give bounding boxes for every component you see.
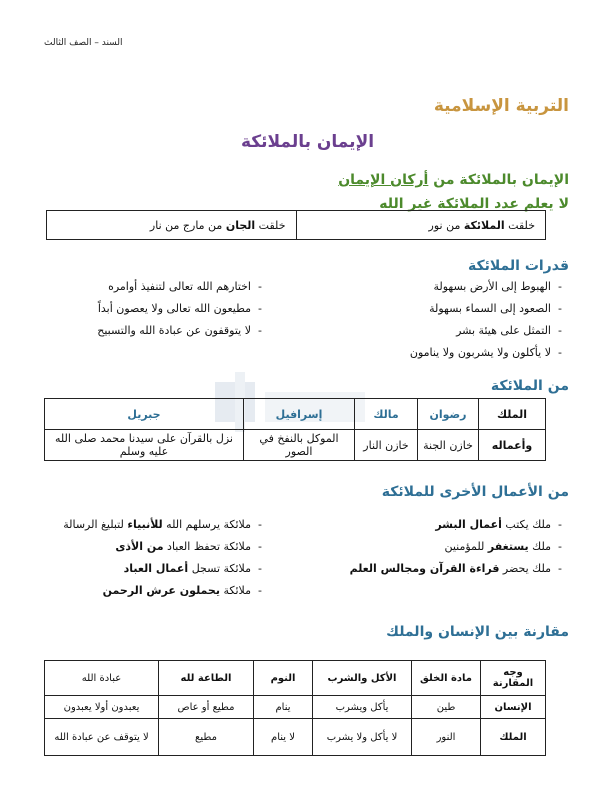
lesson-title: الإيمان بالملائكة bbox=[240, 132, 375, 152]
row-label: الملك bbox=[481, 719, 546, 756]
table-cell: لا يتوقف عن عبادة الله bbox=[45, 719, 159, 756]
table-cell: النور bbox=[412, 719, 481, 756]
angel-name: إسرافيل bbox=[244, 399, 355, 430]
other-works-right-list bbox=[350, 514, 569, 580]
angel-work: خازن النار bbox=[355, 430, 418, 461]
pillar-prefix: الإيمان بالملائكة من bbox=[428, 172, 569, 188]
header-note: السند – الصف الثالث bbox=[44, 38, 123, 48]
list-item: -ملك يحضر قراءة القرآن ومجالس العلم bbox=[349, 562, 562, 575]
table-row bbox=[45, 696, 546, 719]
list-item: -ملك يكتب أعمال البشر bbox=[435, 518, 562, 531]
comparison-title: مقارنة بين الإنسان والملك bbox=[386, 624, 569, 640]
table-cell: طين bbox=[412, 696, 481, 719]
angel-work: خازن الجنة bbox=[418, 430, 479, 461]
angel-name: رضوان bbox=[418, 399, 479, 430]
table-cell: يعبدون أولا يعبدون bbox=[45, 696, 159, 719]
pillar-statement bbox=[338, 172, 569, 188]
table-cell: لا يأكل ولا يشرب bbox=[313, 719, 412, 756]
column-header: النوم bbox=[254, 661, 313, 696]
count-note: لا يعلم عدد الملائكة غير الله bbox=[379, 196, 569, 212]
head-label: الملك bbox=[479, 399, 546, 430]
table-cell: مطيع bbox=[159, 719, 254, 756]
angels-table bbox=[44, 398, 546, 461]
list-item: -لا يأكلون ولا يشربون ولا ينامون bbox=[409, 346, 562, 359]
subject-title: التربية الإسلامية bbox=[433, 96, 569, 116]
creation-jinn: خلقت الجان من مارج من نار bbox=[47, 211, 297, 240]
abilities-title: قدرات الملائكة bbox=[467, 258, 569, 274]
list-item: -الصعود إلى السماء بسهولة bbox=[429, 302, 562, 315]
list-item: -ملائكة يحملون عرش الرحمن bbox=[102, 584, 262, 597]
creation-angels: خلقت الملائكة من نور bbox=[296, 211, 546, 240]
angel-work: الموكل بالنفخ في الصور bbox=[244, 430, 355, 461]
angel-name: مالك bbox=[355, 399, 418, 430]
list-item: -ملك يستغفر للمؤمنين bbox=[444, 540, 562, 553]
work-label: وأعماله bbox=[479, 430, 546, 461]
column-header: عبادة الله bbox=[45, 661, 159, 696]
abilities-right-list bbox=[410, 276, 569, 364]
table-row bbox=[45, 719, 546, 756]
angels-table-title: من الملائكة bbox=[490, 378, 569, 394]
column-header: مادة الخلق bbox=[412, 661, 481, 696]
table-row bbox=[45, 399, 546, 430]
column-header: الأكل والشرب bbox=[313, 661, 412, 696]
row-label: الإنسان bbox=[481, 696, 546, 719]
abilities-left-list bbox=[97, 276, 269, 342]
creation-table bbox=[46, 210, 546, 240]
list-item: -ملائكة يرسلهم الله للأنبياء لتبليغ الرسالة bbox=[63, 518, 262, 531]
column-header: وجه المقارنة bbox=[481, 661, 546, 696]
list-item: -ملائكة تسجل أعمال العباد bbox=[123, 562, 262, 575]
angel-name: جبريل bbox=[45, 399, 244, 430]
pillar-underlined: أركان الإيمان bbox=[338, 172, 429, 188]
list-item: -مطيعون الله تعالى ولا يعصون أبداً bbox=[97, 302, 262, 315]
list-item: -الهبوط إلى الأرض بسهولة bbox=[433, 280, 562, 293]
table-cell: ينام bbox=[254, 696, 313, 719]
angel-work: نزل بالقرآن على سيدنا محمد صلى الله عليه وسلم bbox=[45, 430, 244, 461]
table-cell: مطيع أو عاص bbox=[159, 696, 254, 719]
table-row bbox=[45, 430, 546, 461]
list-item: -التمثل على هيئة بشر bbox=[456, 324, 562, 337]
table-cell: لا ينام bbox=[254, 719, 313, 756]
column-header: الطاعة لله bbox=[159, 661, 254, 696]
other-works-title: من الأعمال الأخرى للملائكة bbox=[381, 484, 569, 500]
list-item: -ملائكة تحفظ العباد من الأذى bbox=[115, 540, 262, 553]
other-works-left-list bbox=[63, 514, 269, 602]
list-item: -لا يتوقفون عن عبادة الله والتسبيح bbox=[97, 324, 262, 337]
table-row bbox=[45, 661, 546, 696]
comparison-table bbox=[44, 660, 546, 756]
list-item: -اختارهم الله تعالى لتنفيذ أوامره bbox=[108, 280, 262, 293]
table-cell: يأكل ويشرب bbox=[313, 696, 412, 719]
